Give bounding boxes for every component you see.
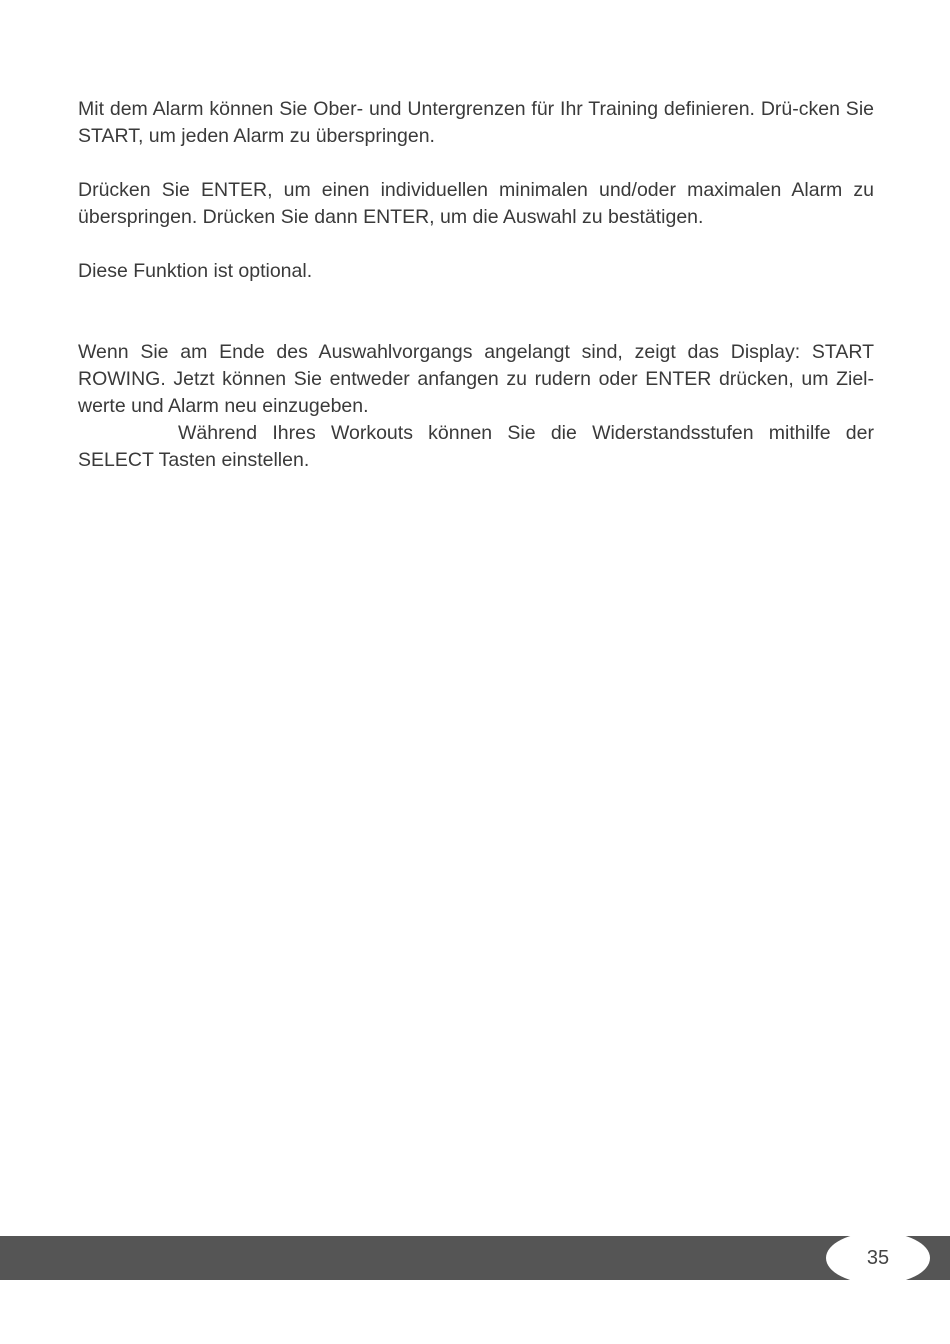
paragraph-optional: Diese Funktion ist optional. [78, 260, 313, 282]
footer-bar [0, 1236, 950, 1280]
page-number-badge [826, 1232, 930, 1284]
paragraph-enter-alarm: Drücken Sie ENTER, um einen individuellen minimalen und/oder maximalen Alarm zu überspringen. Drücken Sie dann ENTER, um die Auswahl zu bestätigen. [78, 179, 874, 228]
paragraph-start-rowing: Wenn Sie am Ende des Auswahlvorgangs angelangt sind, zeigt das Display: START ROWING. Jetzt können Sie entweder anfangen zu rudern oder ENTER drücken, um Ziel-werte und Alarm neu einzugeben. [78, 341, 874, 417]
paragraph-alarm-limits: Mit dem Alarm können Sie Ober- und Untergrenzen für Ihr Training definieren. Drü-cken Sie START, um jeden Alarm zu überspringen. [78, 98, 874, 147]
page-number: 35 [866, 1246, 890, 1269]
page-content [78, 96, 874, 474]
paragraph-resistance: Während Ihres Workouts können Sie die Widerstandsstufen mithilfe der SELECT Tasten einstellen. [78, 422, 874, 471]
